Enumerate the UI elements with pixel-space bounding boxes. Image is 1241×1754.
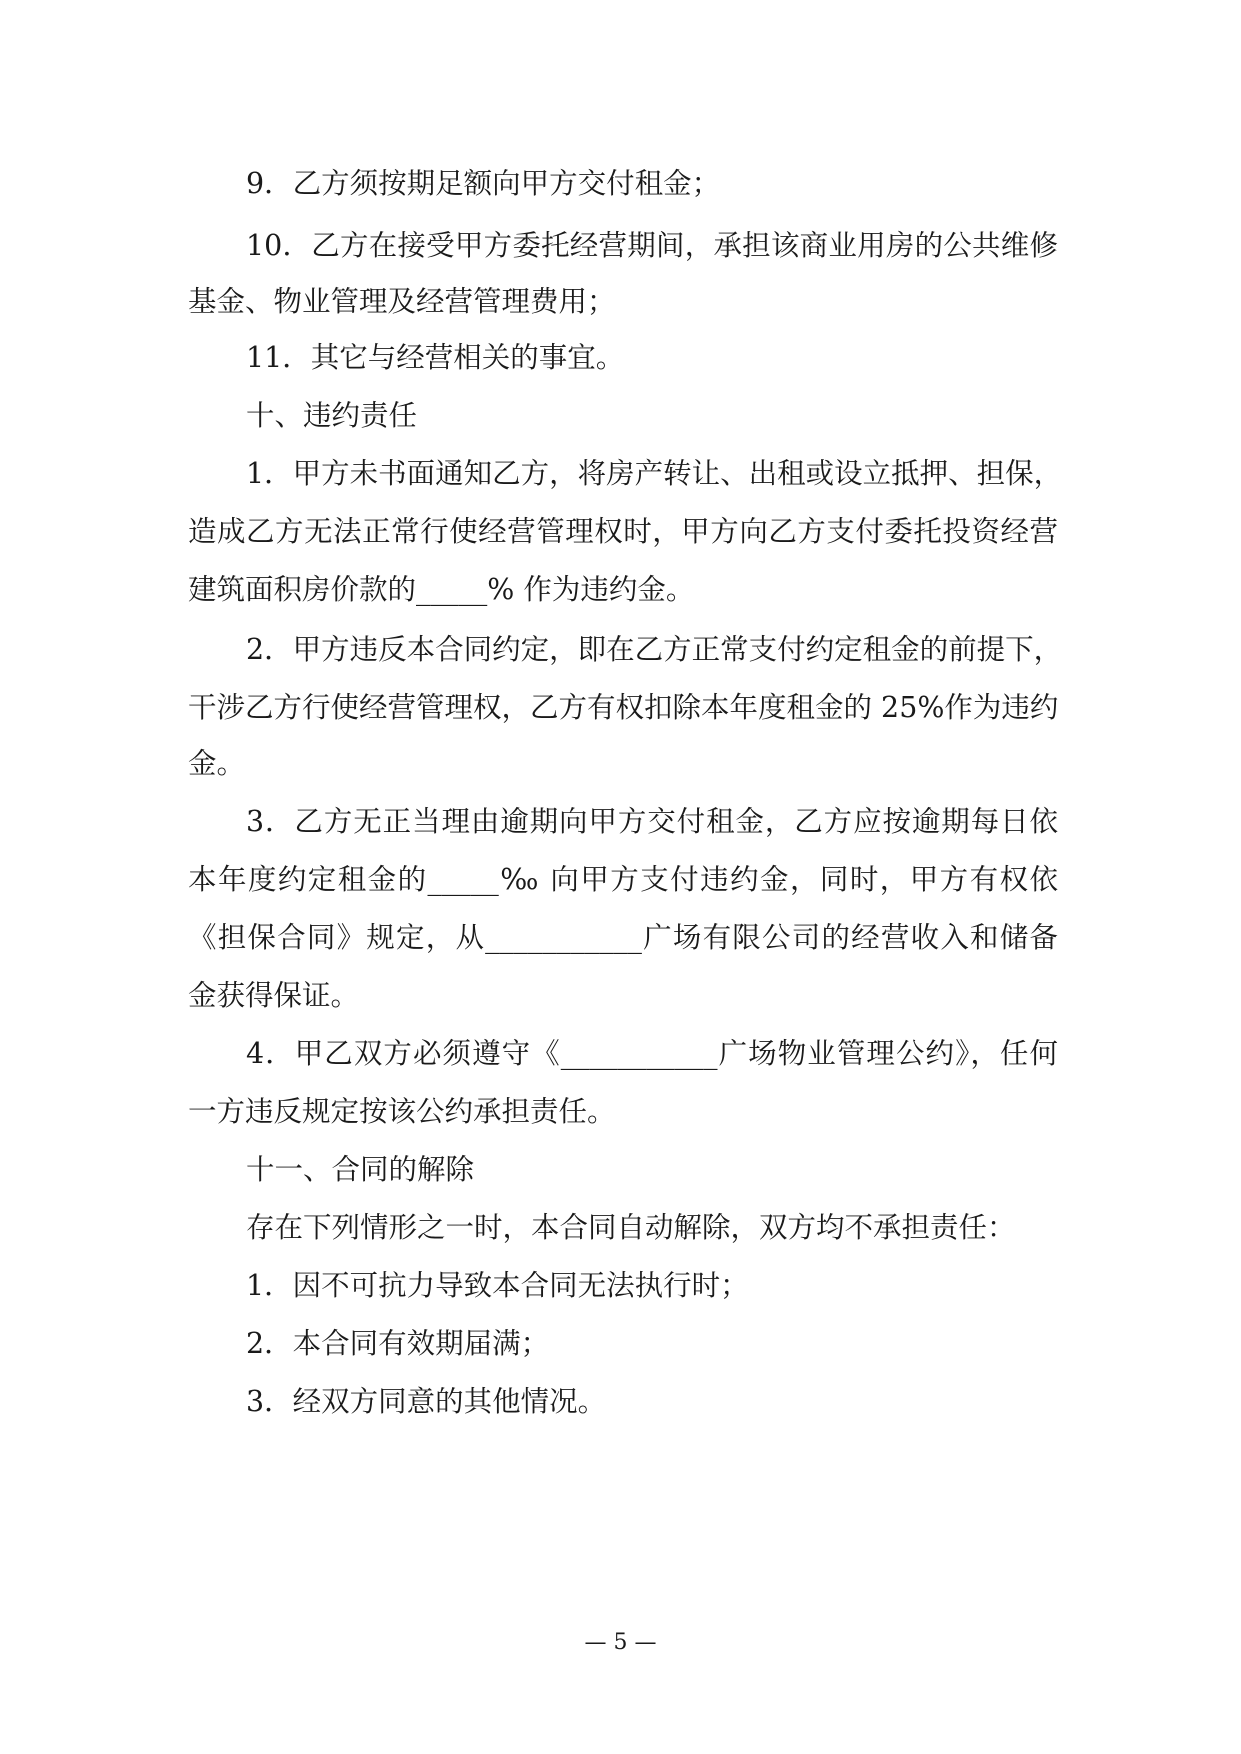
page-number: — 5 — [584, 1630, 657, 1655]
breach-clause-3-line-4: 金获得保证。 [188, 979, 360, 1012]
breach-clause-3-line-2: 本年度约定租金的_____‰ 向甲方支付违约金，同时，甲方有权依 [188, 863, 1058, 896]
clause-10-line-2: 基金、物业管理及经营管理费用； [188, 285, 616, 318]
breach-clause-2-line-2: 干涉乙方行使经营管理权，乙方有权扣除本年度租金的 25%作为违约 [188, 691, 1059, 724]
clause-11: 11．其它与经营相关的事宜。 [246, 341, 625, 374]
breach-clause-1-line-1: 1．甲方未书面通知乙方，将房产转让、出租或设立抵押、担保， [246, 457, 1063, 490]
section-heading-termination: 十一、合同的解除 [246, 1153, 475, 1186]
termination-item-3: 3．经双方同意的其他情况。 [246, 1385, 607, 1418]
breach-clause-4-line-1: 4．甲乙双方必须遵守《___________广场物业管理公约》，任何 [246, 1037, 1058, 1070]
clause-10-line-1: 10．乙方在接受甲方委托经营期间，承担该商业用房的公共维修 [246, 229, 1058, 262]
clause-9: 9．乙方须按期足额向甲方交付租金； [246, 167, 721, 200]
breach-clause-2-line-3: 金。 [188, 747, 246, 780]
termination-item-2: 2．本合同有效期届满； [246, 1327, 550, 1360]
breach-clause-2-line-1: 2．甲方违反本合同约定，即在乙方正常支付约定租金的前提下， [246, 633, 1063, 666]
termination-intro: 存在下列情形之一时，本合同自动解除，双方均不承担责任： [246, 1211, 1016, 1244]
breach-clause-3-line-1: 3．乙方无正当理由逾期向甲方交付租金，乙方应按逾期每日依 [246, 805, 1058, 838]
breach-clause-1-line-2: 造成乙方无法正常行使经营管理权时，甲方向乙方支付委托投资经营 [188, 515, 1058, 548]
termination-item-1: 1．因不可抗力导致本合同无法执行时； [246, 1269, 749, 1302]
breach-clause-3-line-3: 《担保合同》规定，从___________广场有限公司的经营收入和储备 [188, 921, 1058, 954]
section-heading-breach-liability: 十、违约责任 [246, 399, 418, 432]
breach-clause-4-line-2: 一方违反规定按该公约承担责任。 [188, 1095, 616, 1128]
breach-clause-1-line-3: 建筑面积房价款的_____% 作为违约金。 [188, 573, 695, 606]
